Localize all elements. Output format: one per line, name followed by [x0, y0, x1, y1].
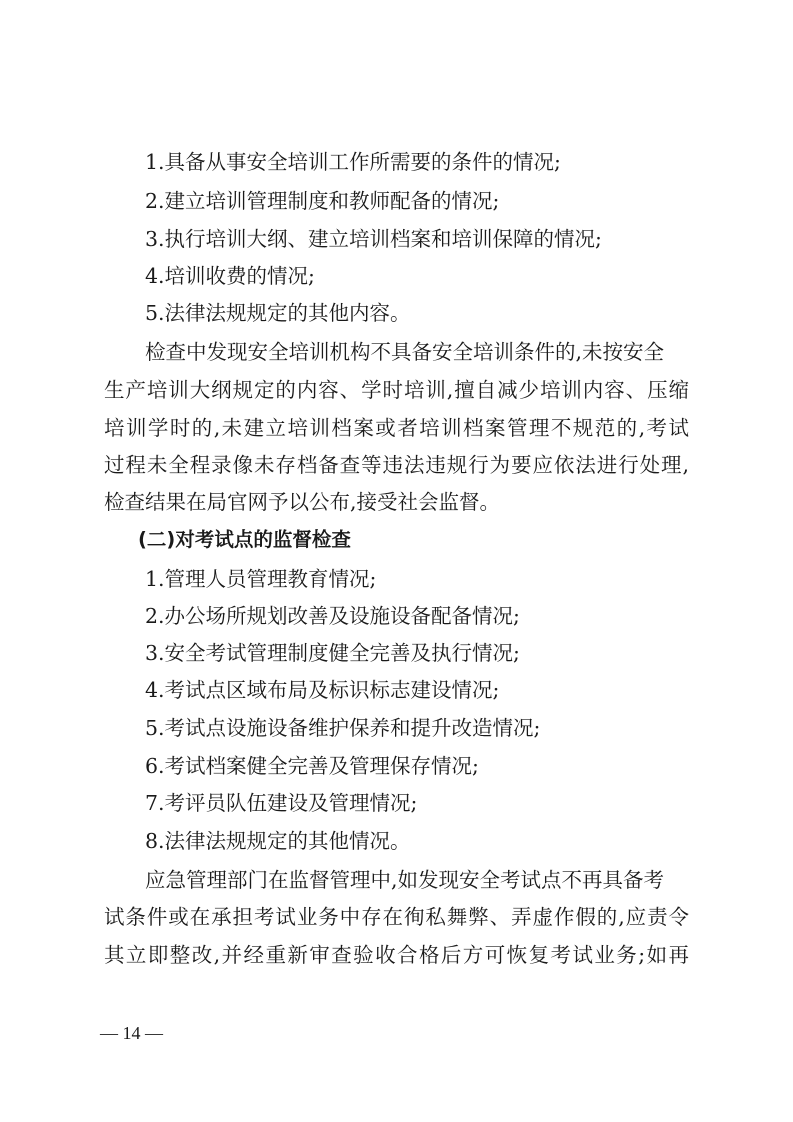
paragraph-line: 其立即整改,并经重新审查验收合格后方可恢复考试业务;如再: [104, 943, 689, 967]
paragraph-line: 培训学时的,未建立培训档案或者培训档案管理不规范的,考试: [104, 416, 689, 440]
list-item-4: 4.考试点区域布局及标识标志建设情况;: [145, 678, 500, 702]
list-item-4: 4.培训收费的情况;: [145, 264, 315, 288]
list-item-1: 1.管理人员管理教育情况;: [145, 567, 377, 591]
list-item-5: 5.法律法规规定的其他内容。: [145, 301, 411, 325]
paragraph-line: 生产培训大纲规定的内容、学时培训,擅自减少培训内容、压缩: [104, 378, 689, 402]
paragraph-line: 检查中发现安全培训机构不具备安全培训条件的,未按安全: [145, 340, 665, 364]
list-item-3: 3.安全考试管理制度健全完善及执行情况;: [145, 641, 520, 665]
paragraph-line: 过程未全程录像未存档备查等违法违规行为要应依法进行处理,: [104, 453, 689, 477]
list-item-6: 6.考试档案健全完善及管理保存情况;: [145, 754, 479, 778]
list-item-1: 1.具备从事安全培训工作所需要的条件的情况;: [145, 150, 561, 174]
list-item-7: 7.考评员队伍建设及管理情况;: [145, 791, 418, 815]
paragraph-line: 试条件或在承担考试业务中存在徇私舞弊、弄虚作假的,应责令: [104, 905, 689, 929]
list-item-8: 8.法律法规规定的其他情况。: [145, 829, 411, 853]
list-item-3: 3.执行培训大纲、建立培训档案和培训保障的情况;: [145, 227, 602, 251]
page-number: — 14 —: [100, 1023, 163, 1043]
paragraph-line: 检查结果在局官网予以公布,接受社会监督。: [104, 490, 501, 514]
list-item-5: 5.考试点设施设备维护保养和提升改造情况;: [145, 716, 541, 740]
list-item-2: 2.建立培训管理制度和教师配备的情况;: [145, 189, 500, 213]
paragraph-line: 应急管理部门在监督管理中,如发现安全考试点不再具备考: [145, 868, 665, 892]
section-heading: (二)对考试点的监督检查: [138, 528, 351, 551]
list-item-2: 2.办公场所规划改善及设施设备配备情况;: [145, 604, 520, 628]
